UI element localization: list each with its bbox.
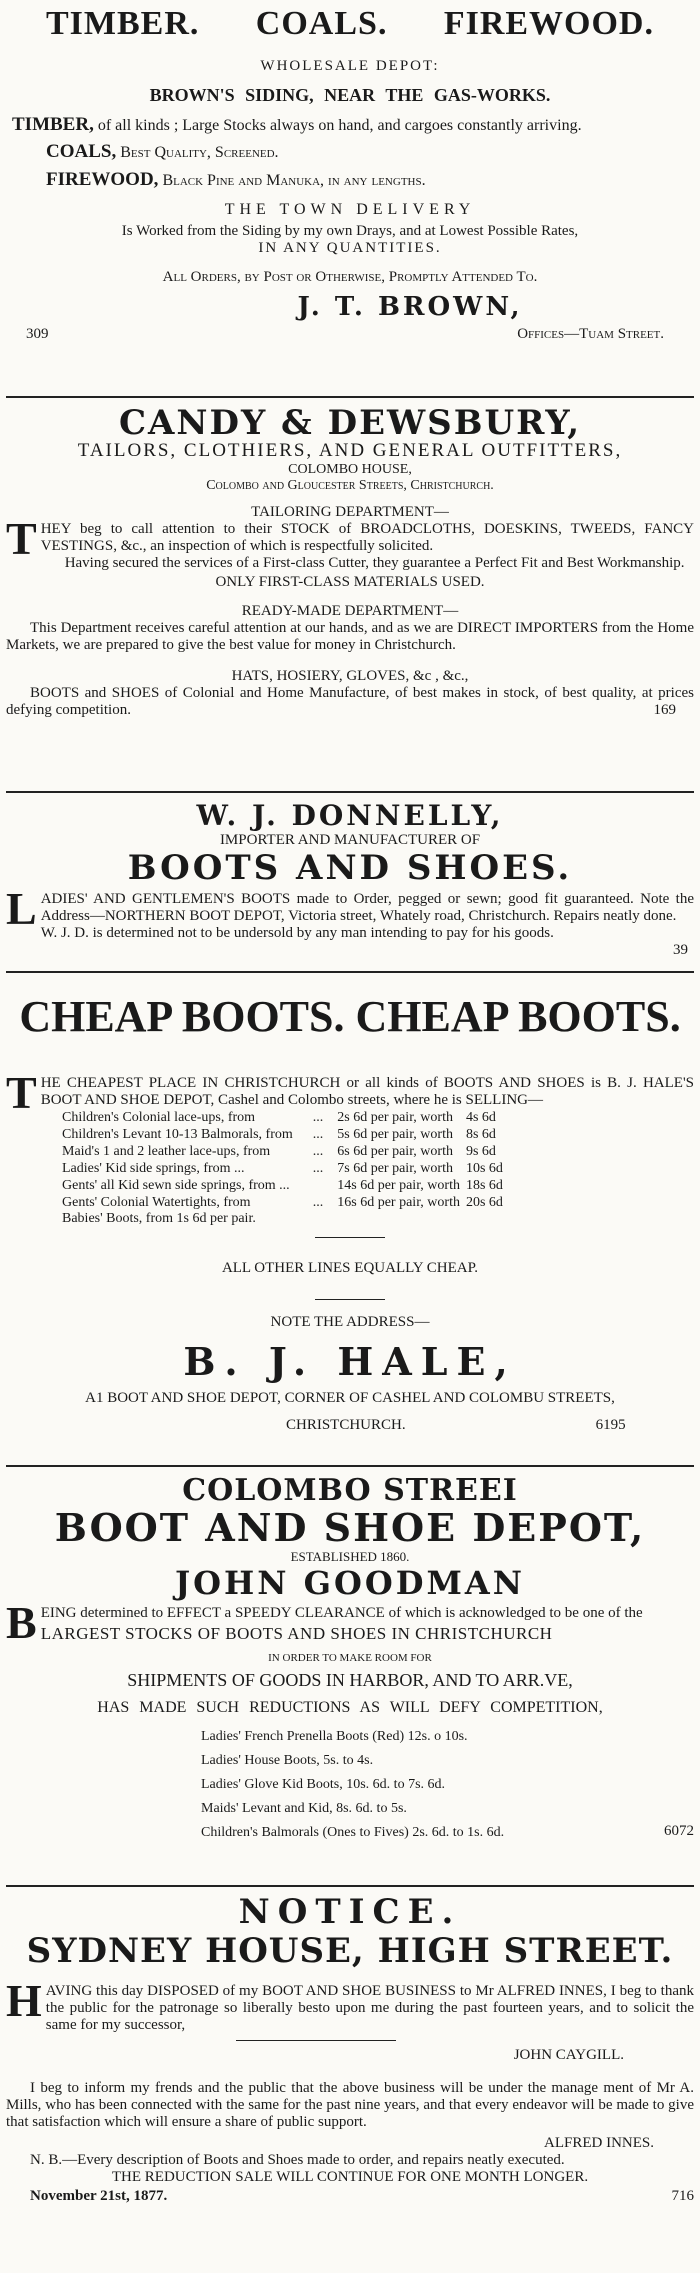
ad5-shipments: SHIPMENTS OF GOODS IN HARBOR, AND TO ARR.VE, (127, 1670, 573, 1690)
ad4-number: 6195 (595, 1417, 626, 1433)
price-cell-item: Gents' all Kid sewn side springs, from ... (62, 1178, 290, 1193)
ad5-reductions: HAS MADE SUCH REDUCTIONS AS WILL DEFY COMPETITION, (97, 1699, 603, 1716)
ad1-headline-timber: TIMBER. (46, 5, 200, 42)
ad1-number: 309 (26, 326, 49, 342)
ad1-timber-label: TIMBER, (12, 114, 94, 135)
ad5-headline: BOOT AND SHOE DEPOT, (54, 1505, 646, 1550)
ad3-dropcap: L (6, 883, 37, 934)
ad5-intro-text: EING determined to EFFECT a SPEEDY CLEARANCE of which is acknowledged to be one of the (40, 1605, 643, 1621)
ad1-footer (26, 326, 664, 343)
price-cell-worth: 4s 6d (465, 1110, 496, 1125)
price-cell-price: 6s 6d per pair, worth (337, 1144, 453, 1159)
ad6-headline: SYDNEY HOUSE, HIGH STREET. (26, 1931, 674, 1971)
ad2-name: CANDY & DEWSBURY, (118, 403, 582, 443)
ad6-text (6, 1975, 694, 2034)
ad-goodman-depot (6, 1467, 694, 1885)
ad6-text-body: AVING this day DISPOSED of my BOOT AND SHOE BUSINESS to Mr ALFRED INNES, I beg to thank the public for the patronage so liberally besto upon me during the past fourteen years, and to solicit the same for my successor, (45, 1983, 694, 2033)
price-cell-dots: ... (312, 1127, 324, 1142)
ad3-name: W. J. DONNELLY, (196, 799, 504, 832)
ad5-largest: LARGEST STOCKS OF BOOTS AND SHOES IN CHRISTCHURCH (40, 1624, 553, 1643)
ad4-footer (6, 1417, 694, 1434)
ad1-headline-coals: COALS. (255, 5, 388, 42)
ad1-headline (6, 0, 694, 44)
ad1-timber (6, 116, 694, 135)
price-cell-item: Gents' Colonial Watertights, from (62, 1195, 251, 1210)
ad5-street: COLOMBO STREEI (182, 1473, 518, 1508)
ad3-headline: BOOTS AND SHOES. (127, 848, 573, 888)
ad6-signature2: ALFRED INNES. (543, 2135, 654, 2151)
ad4-intro-text: HE CHEAPEST PLACE IN CHRISTCHURCH or all kinds of BOOTS AND SHOES is B. J. HALE'S BOOT AND SHOE DEPOT, Cashel and Colombo streets, where he is SELLING— (40, 1075, 694, 1108)
ad3-text2: W. J. D. is determined not to be undersold by any man intending to pay for his goods. (40, 925, 554, 941)
ad1-coals (6, 141, 694, 163)
ad5-number: 6072 (664, 1823, 694, 1839)
ad1-name: J. T. BROWN, (297, 292, 523, 322)
ad1-coals-label: COALS, (46, 141, 117, 162)
ad-candy-dewsbury (6, 398, 694, 791)
price-cell-price: 5s 6d per pair, worth (337, 1127, 453, 1142)
ad-brown-timber (6, 0, 694, 396)
ad1-offices: Offices—Tuam Street. (517, 326, 664, 342)
ad1-depot: WHOLESALE DEPOT: (260, 58, 440, 74)
ad6-signature1: JOHN CAYGILL. (513, 2047, 624, 2063)
ad6-text2: I beg to inform my frends and the public that the above business will be under the manage ment of Mr A. Mills, who has been connected with the same for the past nine years, and that every endeavor will be made to give that satisfaction which will ensure a share of public support. (6, 2080, 694, 2130)
ad2-number: 169 (653, 702, 676, 718)
ad-hale-cheap-boots (6, 973, 694, 1465)
ad2-tailoring-title: TAILORING DEPARTMENT— (251, 504, 449, 520)
ad1-coals-text: Best Quality, Screened. (116, 144, 279, 161)
ad6-notice: NOTICE. (238, 1892, 462, 1932)
price-cell-worth: 20s 6d (465, 1195, 503, 1210)
ad6-dropcap: H (6, 1975, 42, 2026)
short-rule (236, 2040, 396, 2041)
ad1-firewood-label: FIREWOOD, (46, 169, 159, 190)
ad2-address: Colombo and Gloucester Streets, Christchurch. (206, 478, 494, 493)
short-rule (315, 1237, 385, 1238)
ad5-in-order: IN ORDER TO MAKE ROOM FOR (268, 1652, 432, 1664)
table-row (62, 1109, 509, 1126)
ad2-tailoring-dropcap: T (6, 513, 37, 564)
list-item: Ladies' House Boots, 5s. to 4s. (201, 1753, 374, 1768)
list-item: Maids' Levant and Kid, 8s. 6d. to 5s. (201, 1801, 407, 1816)
price-cell-dots: ... (312, 1195, 324, 1210)
ad4-city: CHRISTCHURCH. (286, 1417, 406, 1433)
price-cell-item: Children's Levant 10-13 Balmorals, from (62, 1127, 293, 1142)
ad6-nb: N. B.—Every description of Boots and Shoes made to order, and repairs neatly executed. (30, 2152, 565, 2168)
ad-donnelly-boots (6, 793, 694, 971)
ad1-timber-text: of all kinds ; Large Stocks always on hand, and cargoes constantly arriving. (93, 117, 582, 134)
ad2-hats-text: BOOTS and SHOES of Colonial and Home Manufacture, of best makes in stock, of best quality, at prices defying competition. (6, 685, 694, 718)
price-cell-price: 7s 6d per pair, worth (337, 1161, 453, 1176)
ad6-reduction: THE REDUCTION SALE WILL CONTINUE FOR ONE MONTH LONGER. (111, 2169, 589, 2185)
ad1-firewood (6, 169, 694, 191)
ad2-readymade-text: This Department receives careful attention at our hands, and as we are DIRECT IMPORTERS from the Home Markets, we are prepared to give the best value for money in Christchurch. (6, 620, 694, 653)
table-row (62, 1160, 509, 1177)
ad1-location: BROWN'S SIDING, NEAR THE GAS-WORKS. (149, 85, 551, 105)
table-row (62, 1194, 509, 1211)
list-item: Ladies' French Prenella Boots (Red) 12s. o 10s. (201, 1729, 468, 1744)
price-cell-worth: 18s 6d (465, 1178, 503, 1193)
price-cell-dots (299, 1177, 338, 1194)
ad1-delivery-line: Is Worked from the Siding by my own Drays, and at Lowest Possible Rates, (121, 223, 579, 239)
ad1-headline-firewood: FIREWOOD. (443, 5, 654, 42)
table-row (62, 1126, 509, 1143)
ad3-body: ADIES' AND GENTLEMEN'S BOOTS made to Order, pegged or sewn; good fit guaranteed. Note the Address—NORTHERN BOOT DEPOT, Victoria street, Whately road, Christchurch. Repairs neatly done. (40, 891, 694, 924)
ad2-tailoring-text: HEY beg to call attention to their STOCK of BROADCLOTHS, DOESKINS, TWEEDS, FANCY VESTINGS, &c., an inspection of which is respectfully solicited. (40, 521, 694, 554)
price-cell-price: 14s 6d per pair, worth (337, 1178, 460, 1193)
ad1-firewood-text: Black Pine and Manuka, in any lengths. (158, 172, 426, 189)
price-cell-item: Maid's 1 and 2 leather lace-ups, from (62, 1144, 271, 1159)
price-cell-worth: 10s 6d (465, 1161, 503, 1176)
ad1-delivery-title: THE TOWN DELIVERY (224, 201, 476, 218)
ad4-depot: A1 BOOT AND SHOE DEPOT, CORNER OF CASHEL AND COLOMBU STREETS, (85, 1390, 615, 1406)
ad4-babies: Babies' Boots, from 1s 6d per pair. (62, 1211, 256, 1226)
ad6-footer (30, 2188, 694, 2205)
ad1-delivery-quantities: IN ANY QUANTITIES. (258, 240, 442, 256)
ad2-house: COLOMBO HOUSE, (288, 462, 412, 477)
price-cell-price: 16s 6d per pair, worth (337, 1195, 460, 1210)
ad2-cutter: Having secured the services of a First-class Cutter, they guarantee a Perfect Fit and Best Workmanship. (64, 555, 685, 571)
price-cell-worth: 9s 6d (465, 1144, 496, 1159)
ad-sydney-house (6, 1887, 694, 2249)
ad6-date: November 21st, 1877. (30, 2188, 168, 2204)
ad4-note: NOTE THE ADDRESS— (270, 1314, 430, 1330)
list-item: Ladies' Glove Kid Boots, 10s. 6d. to 7s. 6d. (201, 1777, 446, 1792)
ad4-price-table (62, 1109, 509, 1211)
table-row (62, 1177, 509, 1194)
ad4-all-other: ALL OTHER LINES EQUALLY CHEAP. (221, 1260, 479, 1276)
ad4-headline: CHEAP BOOTS. CHEAP BOOTS. (19, 992, 681, 1041)
table-row (62, 1143, 509, 1160)
ad5-dropcap: B (6, 1597, 37, 1648)
price-cell-dots: ... (312, 1144, 324, 1159)
list-item: Children's Balmorals (Ones to Fives) 2s. 6d. to 1s. 6d. (201, 1825, 505, 1840)
ad2-materials: ONLY FIRST-CLASS MATERIALS USED. (215, 574, 485, 590)
ad4-dropcap: T (6, 1067, 37, 1118)
ad6-number: 716 (671, 2188, 694, 2204)
ad3-subtitle: IMPORTER AND MANUFACTURER OF (219, 832, 481, 848)
ad5-established: ESTABLISHED 1860. (290, 1549, 410, 1564)
price-cell-worth: 8s 6d (465, 1127, 496, 1142)
price-cell-item: Ladies' Kid side springs, from ... (62, 1161, 245, 1176)
ad4-name: B. J. HALE, (183, 1339, 517, 1384)
ad5-name: JOHN GOODMAN (175, 1564, 525, 1602)
ad2-trades: TAILORS, CLOTHIERS, AND GENERAL OUTFITTERS, (77, 440, 623, 461)
ad2-readymade-title: READY-MADE DEPARTMENT— (241, 603, 459, 619)
price-cell-dots: ... (312, 1161, 324, 1176)
price-cell-price: 2s 6d per pair, worth (337, 1110, 453, 1125)
price-cell-dots: ... (312, 1110, 324, 1125)
short-rule (315, 1299, 385, 1300)
ad3-number: 39 (673, 942, 688, 958)
ad2-hats-title: HATS, HOSIERY, GLOVES, &c , &c., (231, 668, 469, 684)
price-cell-item: Children's Colonial lace-ups, from (62, 1110, 256, 1125)
ad1-orders: All Orders, by Post or Otherwise, Promptly Attended To. (162, 269, 538, 285)
